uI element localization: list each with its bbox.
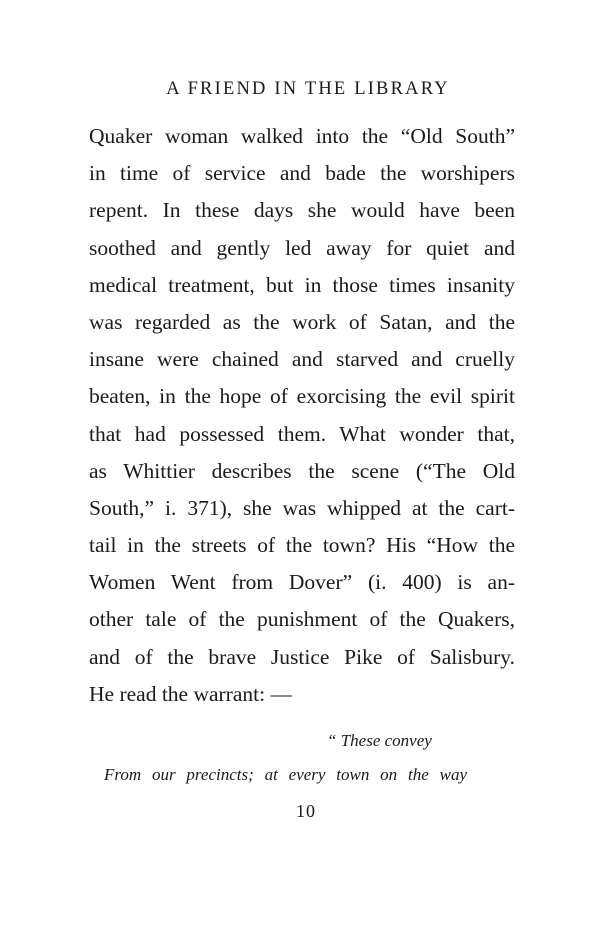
- text-line: repent. In these days she would have been: [89, 198, 515, 223]
- page-number: 10: [296, 801, 316, 821]
- verse-line: From our precincts; at every town on the way: [104, 765, 467, 784]
- text-line: as Whittier describes the scene (“The Old: [89, 458, 515, 483]
- text-line: soothed and gently led away for quiet and: [89, 235, 515, 260]
- verse-line: “ These convey: [327, 731, 432, 750]
- text-line: insane were chained and starved and cruelly: [89, 347, 515, 372]
- body-text: [89, 118, 515, 713]
- text-line: medical treatment, but in those times insanity: [89, 272, 515, 297]
- text-line: He read the warrant: —: [89, 681, 292, 706]
- text-line: in time of service and bade the worshipers: [89, 161, 515, 186]
- text-line: that had possessed them. What wonder that,: [89, 421, 515, 446]
- text-line: beaten, in the hope of exorcising the evil spirit: [89, 384, 515, 409]
- text-line: Quaker woman walked into the “Old South”: [89, 124, 515, 148]
- text-line: and of the brave Justice Pike of Salisbury.: [89, 644, 515, 669]
- running-head: A FRIEND IN THE LIBRARY: [166, 79, 450, 99]
- text-line: was regarded as the work of Satan, and the: [89, 309, 515, 334]
- text-line: tail in the streets of the town? His “How the: [89, 533, 515, 558]
- text-line: South,” i. 371), she was whipped at the cart-: [89, 495, 515, 520]
- text-line: Women Went from Dover” (i. 400) is an-: [89, 570, 515, 595]
- text-line: other tale of the punishment of the Quakers,: [89, 607, 515, 632]
